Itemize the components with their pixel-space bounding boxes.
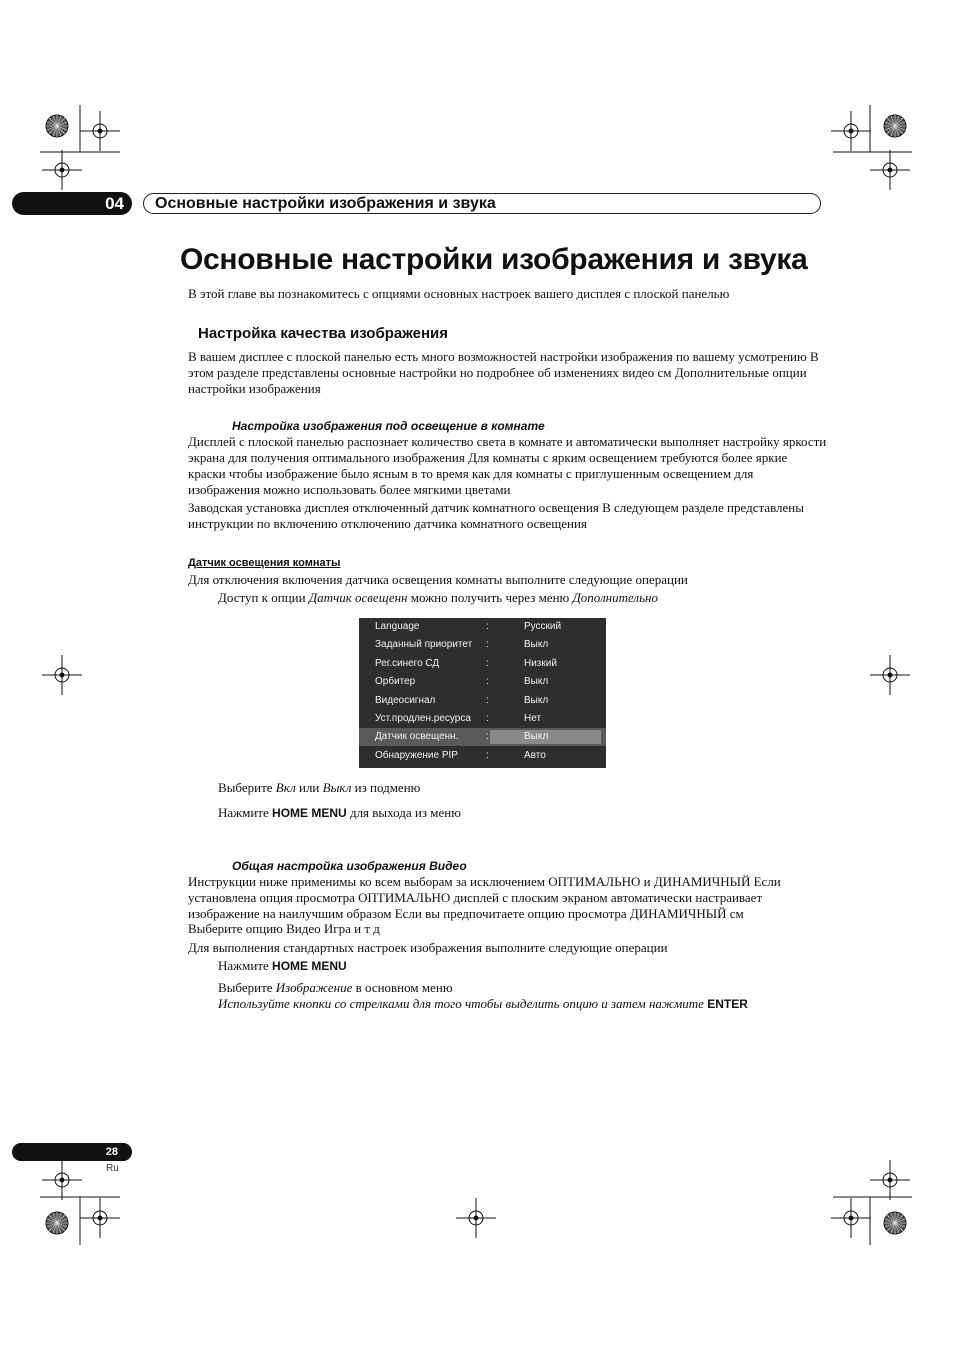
access-middle: можно получить через меню [407,590,573,605]
settings-menu-screenshot [359,618,606,768]
sensor-intro-line: Для отключения включения датчика освещения комнаты выполните следующие операции [188,572,688,587]
menu-row-label: Видеосигнал [375,695,436,706]
step-text: или [295,780,323,795]
paragraph-line: Дисплей с плоской панелью распознает количество света в комнате и автоматически выполняет настройку яркости [188,434,827,449]
key-enter: ENTER [707,997,748,1011]
step-text: Выберите [218,980,276,995]
key-home-menu: HOME MENU [272,806,347,820]
intro-text: В этой главе вы познакомитесь с опциями основных настроек вашего дисплея с плоской панелью [188,286,730,301]
menu-row-separator: : [486,658,489,669]
step-text: Нажмите [218,958,273,973]
step-text: в основном меню [352,980,453,995]
menu-row-separator: : [486,695,489,706]
access-menu: Дополнительно [572,590,658,605]
menu-row-value: Выкл [524,731,549,742]
step-text: Нажмите [218,805,273,820]
access-prefix: Доступ к опции [218,590,309,605]
menu-row-blue-led [359,655,606,673]
menu-row-priority [359,636,606,654]
menu-row-label: Рег.синего СД [375,658,440,669]
menu-row-value: Авто [524,750,546,761]
menu-row-room-light-sensor-selected [359,728,606,746]
paragraph-line: настройки изображения [188,381,321,396]
page-number-badge: 28 [12,1143,132,1161]
step-exit-menu [218,805,461,821]
paragraph-line: Выберите опцию Видео Игра и т д [188,921,380,936]
paragraph-line: В вашем дисплее с плоской панелью есть много возможностей настройки изображения по вашему усмотрению В [188,349,819,364]
menu-row-value: Выкл [524,676,549,687]
menu-row-label: Обнаружение PIP [375,750,458,761]
paragraph-line: Заводская установка дисплея отключенный датчик комнатного освещения В следующем разделе представлены [188,500,805,515]
option-picture: Изображение [275,980,353,995]
menu-row-label: Language [375,621,420,632]
option-on: Вкл [275,780,296,795]
access-option: Датчик освещенн [308,590,408,605]
menu-row-label: Уст.продлен.ресурса [375,713,471,724]
sensor-heading: Датчик освещения комнаты [188,557,341,569]
menu-row-label: Датчик освещенн. [375,731,459,742]
menu-row-value: Нет [524,713,542,724]
chapter-number-badge: 04 [12,192,132,215]
paragraph-line: инструкции по включению отключению датчика комнатного освещения [188,516,587,531]
paragraph-line: изображения можно использовать более мягкими цветами [188,482,511,497]
menu-row-value: Русский [524,621,562,632]
language-code: Ru [106,1163,119,1174]
menu-row-separator: : [486,713,489,724]
menu-row-separator: : [486,750,489,761]
menu-row-separator: : [486,731,489,742]
option-off: Выкл [322,780,352,795]
paragraph-line: краски чтобы изображение было ясным в то время как для комнаты с приглушенным освещением для [188,466,754,481]
paragraph-line: изображение на наилучшим образом Если вы предпочитаете опцию просмотра ДИНАМИЧНЫЙ см [188,906,744,921]
step-select-on-off [218,780,420,796]
paragraph-line: этом разделе представлены основные настройки но подробнее об изменениях видео см Дополнительные опции [188,365,807,380]
menu-row-separator: : [486,639,489,650]
step-note-arrows [218,996,748,1012]
sensor-access-line [218,590,658,606]
step-text: Выберите [218,780,276,795]
chapter-title-bar: Основные настройки изображения и звука [143,193,821,214]
step-note-text: Используйте кнопки со стрелками для того чтобы выделить опцию и затем нажмите [218,996,708,1011]
paragraph-line: экрана для получения оптимального изображения Для комнаты с ярким освещением требуются более яркие [188,450,788,465]
menu-row-language [359,618,606,636]
subsection-heading-room-lighting: Настройка изображения под освещение в комнате [232,419,545,433]
menu-row-value: Низкий [524,658,557,669]
menu-row-orbiter [359,673,606,691]
step-text: из подменю [351,780,421,795]
menu-row-separator: : [486,676,489,687]
menu-row-value: Выкл [524,639,549,650]
menu-row-value: Выкл [524,695,549,706]
step-text: для выхода из меню [346,805,461,820]
menu-row-extended-life [359,710,606,728]
key-home-menu: HOME MENU [272,959,347,973]
menu-row-separator: : [486,621,489,632]
paragraph-line: Инструкции ниже применимы ко всем выборам за исключением ОПТИМАЛЬНО и ДИНАМИЧНЫЙ Если [188,874,781,889]
subsection-heading-general-picture: Общая настройка изображения Видео [232,859,467,873]
menu-row-pip-detection [359,747,606,765]
section-heading-picture-quality: Настройка качества изображения [198,325,449,342]
step-select-picture [218,980,453,996]
menu-row-video-signal [359,692,606,710]
step-press-home-menu [218,958,347,974]
menu-row-label: Заданный приоритет [375,639,473,650]
page-title: Основные настройки изображения и звука [180,243,808,276]
paragraph-line: установлена опция просмотра ОПТИМАЛЬНО дисплей с плоским экраном автоматически настраивает [188,890,763,905]
menu-row-label: Орбитер [375,676,416,687]
paragraph-line: Для выполнения стандартных настроек изображения выполните следующие операции [188,940,668,955]
